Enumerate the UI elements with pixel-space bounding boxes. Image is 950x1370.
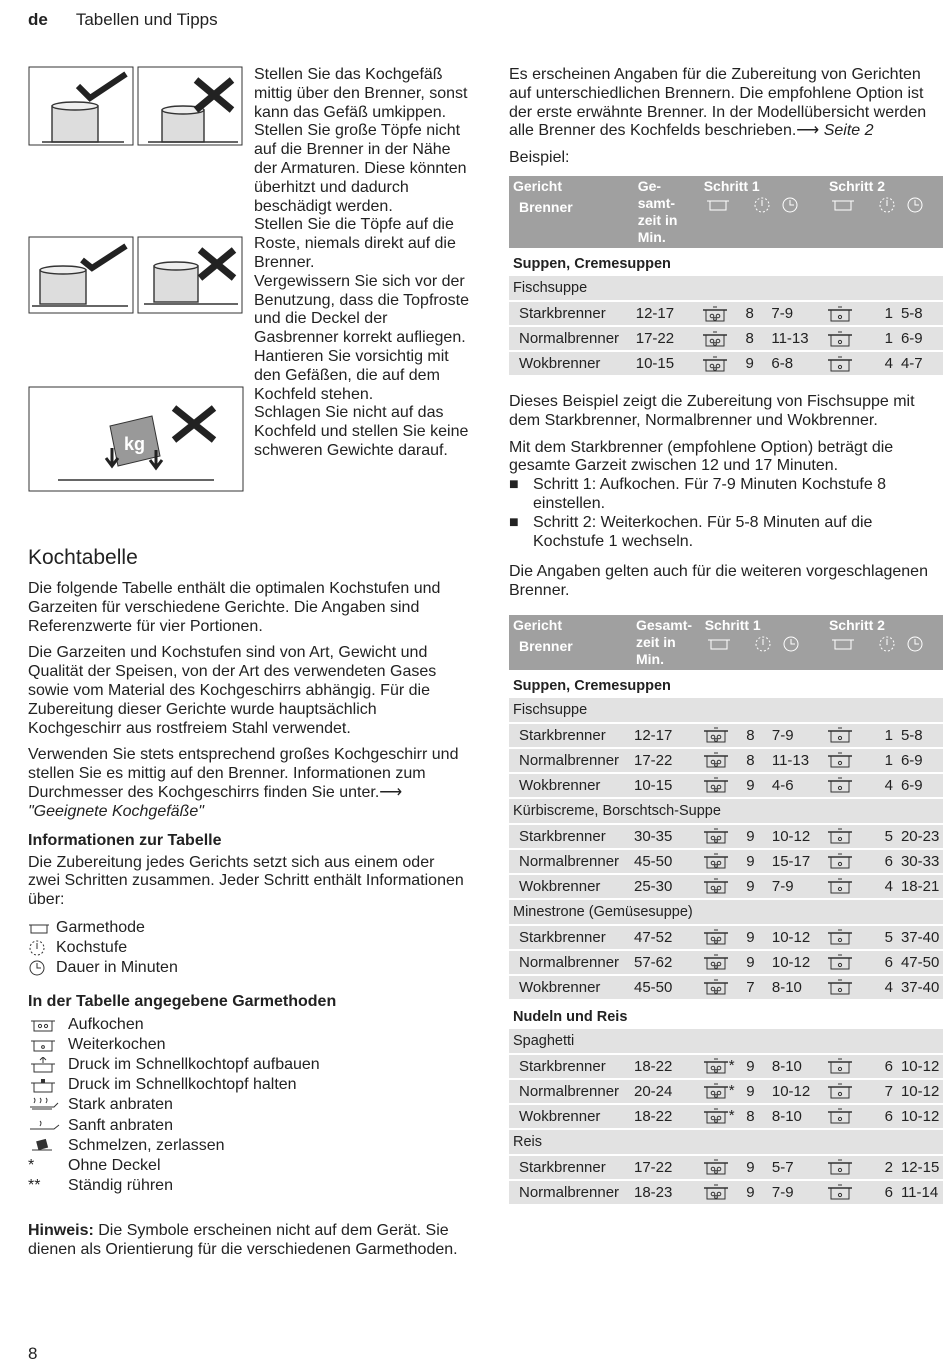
boil-icon bbox=[701, 1180, 745, 1205]
table-row: Starkbrenner 47-52 9 10-12 5 37-40 bbox=[509, 925, 943, 950]
simmer-icon bbox=[825, 773, 869, 798]
table-row: Wokbrenner 10-15 9 6-8 4 4-7 bbox=[509, 351, 943, 376]
boil-icon: * bbox=[701, 1079, 745, 1104]
simmer-icon bbox=[825, 723, 869, 748]
safety-note: Stellen Sie die Töpfe auf die Roste, niemals direkt auf die Brenner. bbox=[254, 216, 456, 271]
simmer-icon bbox=[825, 950, 869, 975]
cross-reference-link[interactable]: "Geeignete Kochgefäße" bbox=[28, 802, 204, 820]
step-icons bbox=[829, 641, 939, 657]
table-row: Starkbrenner 12-17 8 7-9 1 5-8 bbox=[509, 723, 943, 748]
safety-notes bbox=[254, 66, 470, 461]
right-column bbox=[509, 66, 943, 1206]
boil-icon bbox=[701, 950, 745, 975]
header-schritt2: Schritt 2 bbox=[825, 615, 943, 670]
illustration-heavy-weight bbox=[28, 386, 244, 496]
list-item: ■ Schritt 1: Aufkochen. Für 7-9 Minuten Kochstufe 8 einstellen. bbox=[509, 476, 887, 512]
dial-icon bbox=[28, 940, 50, 956]
boil-icon bbox=[701, 824, 745, 849]
paragraph: Die Zubereitung jedes Gerichts setzt sich aus einem oder zwei Schritten zusammen. Jeder Schritt enthält Informationen über: bbox=[28, 853, 464, 909]
boil-icon bbox=[701, 723, 745, 748]
header-schritt2: Schritt 2 bbox=[825, 176, 943, 248]
boil-icon bbox=[701, 773, 745, 798]
kochtabelle-section bbox=[28, 546, 468, 1268]
header-garzeit: Gesamt- zeit in Min. bbox=[636, 616, 693, 667]
boil-icon bbox=[701, 975, 745, 1000]
paragraph: Die Angaben gelten auch für die weiteren vorgeschlagenen Brenner. bbox=[509, 563, 928, 600]
paragraph: Mit dem Starkbrenner (empfohlene Option) beträgt die gesamte Garzeit zwischen 12 und 17 Minuten. bbox=[509, 438, 894, 475]
table-row: Normalbrenner 17-22 8 11-13 1 6-9 bbox=[509, 748, 943, 773]
table-row: Starkbrenner 30-35 9 10-12 5 20-23 bbox=[509, 824, 943, 849]
step-icons bbox=[704, 202, 814, 218]
list-item: Stark anbraten bbox=[28, 1095, 468, 1115]
step-icons bbox=[829, 202, 939, 218]
list-item: Sanft anbraten bbox=[28, 1116, 468, 1136]
boil-icon bbox=[701, 1155, 745, 1180]
boil-icon bbox=[701, 874, 745, 899]
safety-note: Stellen Sie das Kochgefäß mittig über den Brenner, sonst kann das Gefäß umkippen. bbox=[254, 66, 468, 121]
dish-name: Fischsuppe bbox=[509, 276, 943, 301]
table-row: Wokbrenner 25-30 9 7-9 4 18-21 bbox=[509, 874, 943, 899]
pot-method-icon bbox=[28, 920, 50, 936]
simmer-icon bbox=[825, 824, 869, 849]
header-schritt1: Schritt 1 bbox=[700, 176, 825, 248]
list-item: Aufkochen bbox=[28, 1015, 468, 1035]
simmer-icon bbox=[28, 1037, 62, 1053]
page-header bbox=[28, 10, 218, 30]
list-item: Garmethode bbox=[28, 918, 468, 938]
list-item: * Ohne Deckel bbox=[28, 1156, 161, 1174]
dish-name: Kürbiscreme, Borschtsch-Suppe bbox=[509, 798, 943, 824]
bullet-square-icon: ■ bbox=[509, 476, 519, 494]
dish-name: Spaghetti bbox=[509, 1029, 943, 1054]
illustration-pot-on-grate bbox=[28, 236, 244, 386]
dish-name: Minestrone (Gemüsesuppe) bbox=[509, 899, 943, 925]
pressure-build-icon bbox=[28, 1057, 62, 1073]
table-row: Normalbrenner 18-23 9 7-9 6 11-14 bbox=[509, 1180, 943, 1205]
safety-note: Hantieren Sie vorsichtig mit den Gefäßen, die auf dem Kochfeld stehen. bbox=[254, 347, 449, 403]
list-item: Druck im Schnellkochtopf aufbauen bbox=[28, 1055, 468, 1075]
simmer-icon bbox=[825, 1079, 869, 1104]
paragraph: Die folgende Tabelle enthält die optimalen Kochstufen und Garzeiten für verschiedene Gerichte. Die Angaben sind Referenzwerte für vier Portionen. bbox=[28, 580, 441, 635]
header-gericht: Gericht Brenner bbox=[513, 177, 573, 215]
boil-icon bbox=[701, 925, 745, 950]
header-schritt1: Schritt 1 bbox=[701, 615, 825, 670]
hinweis-note: Hinweis: Die Symbole erscheinen nicht auf dem Gerät. Sie dienen als Orientierung für die verschiedenen Garmethoden. bbox=[28, 1222, 458, 1259]
simmer-icon bbox=[825, 1054, 869, 1079]
table-row: Wokbrenner 45-50 7 8-10 4 37-40 bbox=[509, 975, 943, 1000]
simmer-icon bbox=[825, 748, 869, 773]
simmer-icon bbox=[825, 326, 869, 351]
boil-icon bbox=[700, 326, 744, 351]
dish-name: Reis bbox=[509, 1129, 943, 1155]
info-list bbox=[28, 918, 468, 979]
melt-icon bbox=[28, 1138, 62, 1154]
simmer-icon bbox=[825, 351, 869, 376]
language-code: de bbox=[28, 10, 48, 29]
arrow: ⟶ bbox=[379, 783, 403, 801]
list-item: Dauer in Minuten bbox=[28, 958, 468, 978]
simmer-icon bbox=[825, 975, 869, 1000]
sear-icon bbox=[28, 1097, 62, 1113]
dish-name: Fischsuppe bbox=[509, 698, 943, 723]
methods-list bbox=[28, 1015, 468, 1197]
simmer-icon bbox=[825, 1104, 869, 1129]
simmer-icon bbox=[825, 874, 869, 899]
page-number: 8 bbox=[28, 1344, 38, 1363]
simmer-icon bbox=[825, 301, 869, 326]
boil-icon bbox=[28, 1017, 62, 1033]
boil-icon bbox=[701, 748, 745, 773]
list-item: Druck im Schnellkochtopf halten bbox=[28, 1075, 468, 1095]
subheading: Informationen zur Tabelle bbox=[28, 831, 222, 849]
safety-note: Stellen Sie große Töpfe nicht auf die Brenner in der Nähe der Armaturen. Diese könnten überhitzt und dadurch beschädigt werden. bbox=[254, 122, 467, 215]
boil-icon bbox=[701, 849, 745, 874]
paragraph: Die Garzeiten und Kochstufen sind von Art, Gewicht und Qualität der Speisen, von der Art des verwendeten Gases sowie vom Material des Kochgeschirrs abhängig. Für die Zubereitung dieser Gerichte wurde hauptsächlich Kochgeschirr aus rostfreiem Stahl verwendet. bbox=[28, 644, 437, 737]
header-gericht: Gericht Brenner bbox=[513, 616, 573, 654]
bullet-square-icon: ■ bbox=[509, 513, 519, 531]
paragraph: Beispiel: bbox=[509, 149, 570, 167]
simmer-icon bbox=[825, 1180, 869, 1205]
list-item: ** Ständig rühren bbox=[28, 1177, 173, 1195]
boil-icon bbox=[700, 351, 744, 376]
table-section: Nudeln und Reis bbox=[509, 1000, 943, 1029]
safety-note: Schlagen Sie nicht auf das Kochfeld und stellen Sie keine schweren Gewichte darauf. bbox=[254, 404, 469, 459]
simmer-icon bbox=[825, 1155, 869, 1180]
list-item: Schmelzen, zerlassen bbox=[28, 1136, 468, 1156]
step-icons bbox=[705, 641, 815, 657]
table-section: Suppen, Cremesuppen bbox=[509, 670, 943, 698]
list-item: ■ Schritt 2: Weiterkochen. Für 5-8 Minuten auf die Kochstufe 1 wechseln. bbox=[509, 513, 873, 550]
table-row: Wokbrenner 18-22 * 8 8-10 6 10-12 bbox=[509, 1104, 943, 1129]
paragraph: Es erscheinen Angaben für die Zubereitung von Gerichten auf unterschiedlichen Brennern. Die empfohlene Option ist der erste erwähnte Brenner. In der Modellübersicht werden alle Brenner des Kochfelds beschrieben.⟶ Seite 2 bbox=[509, 66, 927, 140]
simmer-icon bbox=[825, 925, 869, 950]
boil-icon bbox=[700, 301, 744, 326]
safety-note: Vergewissern Sie sich vor der Benutzung, dass die Topfroste und die Deckel der Gasbrenner korrekt aufliegen. bbox=[254, 272, 469, 347]
example-table bbox=[509, 176, 943, 377]
boil-icon: * bbox=[701, 1104, 745, 1129]
table-row: Normalbrenner 20-24 * 9 10-12 7 10-12 bbox=[509, 1079, 943, 1104]
table-row: Wokbrenner 10-15 9 4-6 4 6-9 bbox=[509, 773, 943, 798]
table-section: Suppen, Cremesuppen bbox=[509, 248, 943, 276]
subheading: In der Tabelle angegebene Garmethoden bbox=[28, 992, 337, 1010]
pressure-hold-icon bbox=[28, 1077, 62, 1093]
table-row: Normalbrenner 45-50 9 15-17 6 30-33 bbox=[509, 849, 943, 874]
gentle-fry-icon bbox=[28, 1118, 62, 1134]
paragraph: Dieses Beispiel zeigt die Zubereitung von Fischsuppe mit dem Starkbrenner, Normalbrenner und Wokbrenner. bbox=[509, 392, 915, 429]
clock-icon bbox=[28, 960, 50, 976]
table-row: Normalbrenner 17-22 8 11-13 1 6-9 bbox=[509, 326, 943, 351]
section-heading: Kochtabelle bbox=[28, 546, 138, 569]
table-row: Normalbrenner 57-62 9 10-12 6 47-50 bbox=[509, 950, 943, 975]
paragraph: Verwenden Sie stets entsprechend großes Kochgeschirr und stellen Sie es mittig auf den Brenner. Informationen zum Durchmesser des Kochgeschirrs finden Sie unter.⟶ "Geeignete Kochgefäße" bbox=[28, 746, 459, 820]
simmer-icon bbox=[825, 849, 869, 874]
cooking-table bbox=[509, 615, 943, 1206]
list-item: Weiterkochen bbox=[28, 1035, 468, 1055]
list-item: Kochstufe bbox=[28, 938, 468, 958]
header-title: Tabellen und Tipps bbox=[75, 10, 218, 29]
cross-reference-link[interactable]: Seite 2 bbox=[823, 122, 874, 140]
boil-icon: * bbox=[701, 1054, 745, 1079]
table-row: Starkbrenner 18-22 * 9 8-10 6 10-12 bbox=[509, 1054, 943, 1079]
table-row: Starkbrenner 17-22 9 5-7 2 12-15 bbox=[509, 1155, 943, 1180]
kg-label: kg bbox=[124, 434, 146, 454]
table-row: Starkbrenner 12-17 8 7-9 1 5-8 bbox=[509, 301, 943, 326]
header-garzeit: Ge- samt- zeit in Min. bbox=[637, 177, 678, 245]
illustration-pot-placement bbox=[28, 66, 244, 226]
